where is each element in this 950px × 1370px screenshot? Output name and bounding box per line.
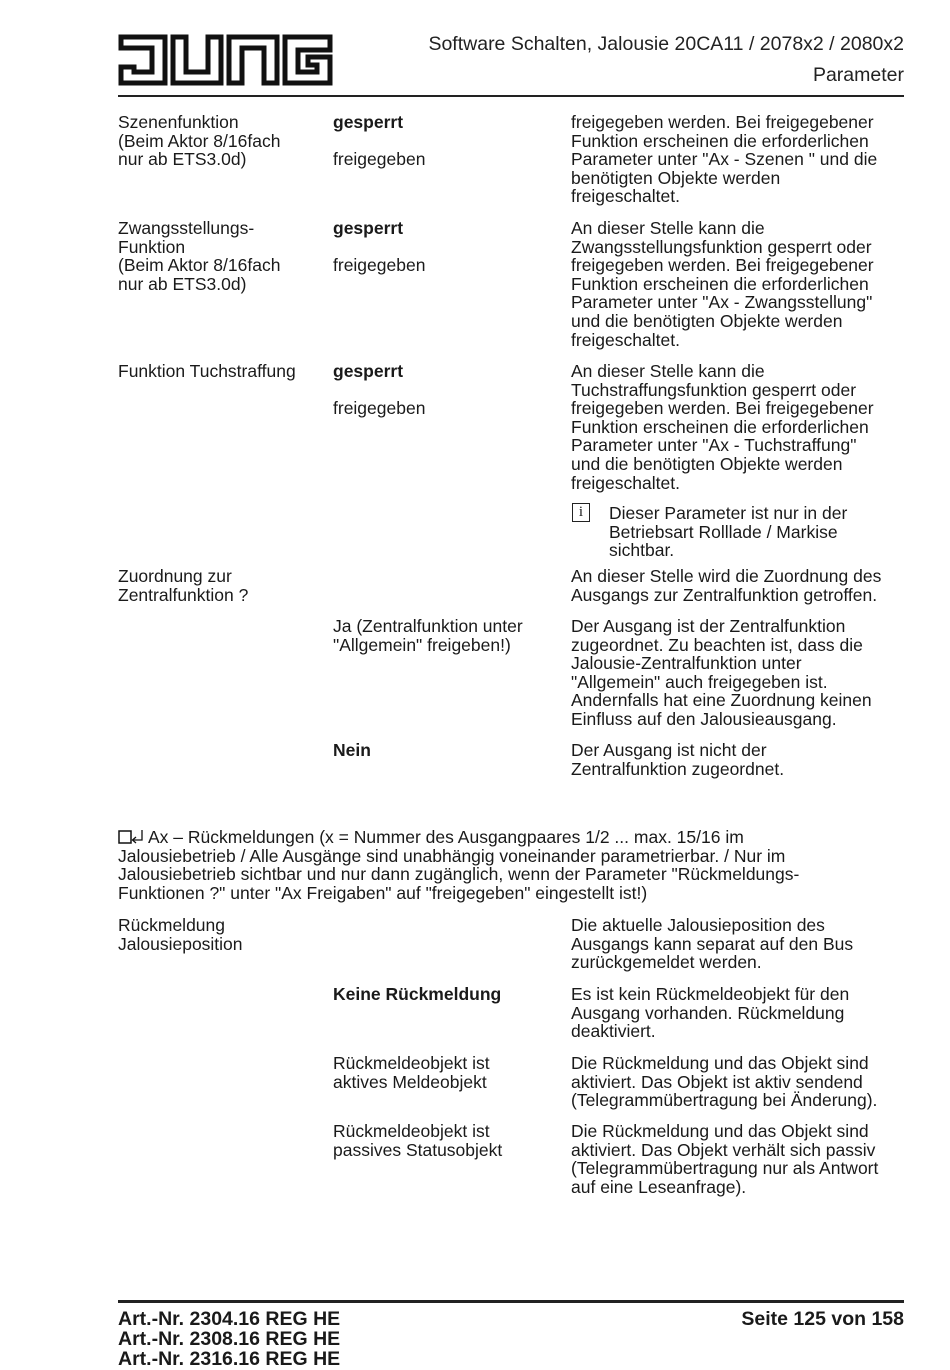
param-name: Funktion Tuchstraffung (118, 361, 296, 381)
page-number: Seite 125 von 158 (741, 1308, 904, 1330)
document-section: Parameter (812, 64, 904, 86)
option: freigegeben (333, 255, 426, 275)
param-name: Szenenfunktion (Beim Aktor 8/16fach nur ab ETS3.0d) (118, 112, 281, 170)
param-name: Zwangsstellungs- Funktion (Beim Aktor 8/16fach nur ab ETS3.0d) (118, 218, 281, 294)
section-heading: Ax – Rückmeldungen (x = Nummer des Ausgangpaares 1/2 ... max. 15/16 im Jalousiebetrieb / Alle Ausgänge sind unabhängig voneinander parametrierbar. / Nur im Jalousiebetrieb sichtbar und nur dann zugänglich, wenn der Parameter "Rückmeldungs- Funktionen ?" unter "Ax Freigaben" auf "freigegeben" eingestellt ist!) (118, 827, 800, 903)
option: Rückmeldeobjekt ist aktives Meldeobjekt (333, 1053, 490, 1092)
param-description: Die aktuelle Jalousieposition des Ausgangs kann separat auf den Bus zurückgemeldet werden. (571, 915, 854, 973)
option: Ja (Zentralfunktion unter "Allgemein" freigeben!) (333, 616, 523, 655)
option-default: Keine Rückmeldung (333, 984, 502, 1004)
option: freigegeben (333, 149, 426, 169)
option-description: Der Ausgang ist nicht der Zentralfunktion zugeordnet. (571, 740, 785, 779)
info-note: Dieser Parameter ist nur in der Betriebsart Rolllade / Markise sichtbar. (609, 503, 848, 561)
option-default: gesperrt (333, 112, 404, 132)
param-description: An dieser Stelle kann die Tuchstraffungsfunktion gesperrt oder freigegeben werden. Bei freigegebener Funktion erscheinen die erforderlichen Parameter unter "Ax - Tuchstraffung" und die benötigten Objekte werden freigeschaltet. (571, 361, 874, 493)
param-name: Rückmeldung Jalousieposition (118, 915, 243, 954)
option: freigegeben (333, 398, 426, 418)
param-name: Zuordnung zur Zentralfunktion ? (118, 566, 249, 605)
option: Rückmeldeobjekt ist passives Statusobjekt (333, 1121, 503, 1160)
option-default: gesperrt (333, 218, 404, 238)
option-default: gesperrt (333, 361, 404, 381)
option-description: Die Rückmeldung und das Objekt sind aktiviert. Das Objekt verhält sich passiv (Telegrammübertragung nur als Antwort auf eine Leseanfrage). (571, 1121, 879, 1197)
article-number: Art.-Nr. 2304.16 REG HE (118, 1308, 341, 1330)
option-description: Die Rückmeldung und das Objekt sind aktiviert. Das Objekt ist aktiv sendend (Telegrammübertragung bei Änderung). (571, 1053, 878, 1111)
param-description: freigegeben werden. Bei freigegebener Funktion erscheinen die erforderlichen Parameter unter "Ax - Szenen " und die benötigten Objekte werden freigeschaltet. (571, 112, 878, 207)
article-number: Art.-Nr. 2316.16 REG HE (118, 1348, 341, 1370)
footer-divider (118, 1300, 904, 1303)
param-description: An dieser Stelle wird die Zuordnung des Ausgangs zur Zentralfunktion getroffen. (571, 566, 882, 605)
option-description: Der Ausgang ist der Zentralfunktion zugeordnet. Zu beachten ist, dass die Jalousie-Zentralfunktion unter "Allgemein" auch freigegeben ist. Andernfalls hat eine Zuordnung keinen Einfluss auf den Jalousieausgang. (571, 616, 872, 729)
info-icon: i (572, 503, 590, 522)
document-title: Software Schalten, Jalousie 20CA11 / 2078x2 / 2080x2 (428, 33, 904, 55)
option-description: Es ist kein Rückmeldeobjekt für den Ausgang vorhanden. Rückmeldung deaktiviert. (571, 984, 850, 1042)
param-description: An dieser Stelle kann die Zwangsstellungsfunktion gesperrt oder freigegeben werden. Bei freigegebener Funktion erscheinen die erforderlichen Parameter unter "Ax - Zwangsstellung" und die benötigten Objekte werden freigeschaltet. (571, 218, 874, 350)
header-divider (118, 95, 904, 97)
option-default: Nein (333, 740, 371, 760)
jung-logo (118, 34, 333, 86)
article-number: Art.-Nr. 2308.16 REG HE (118, 1328, 341, 1350)
